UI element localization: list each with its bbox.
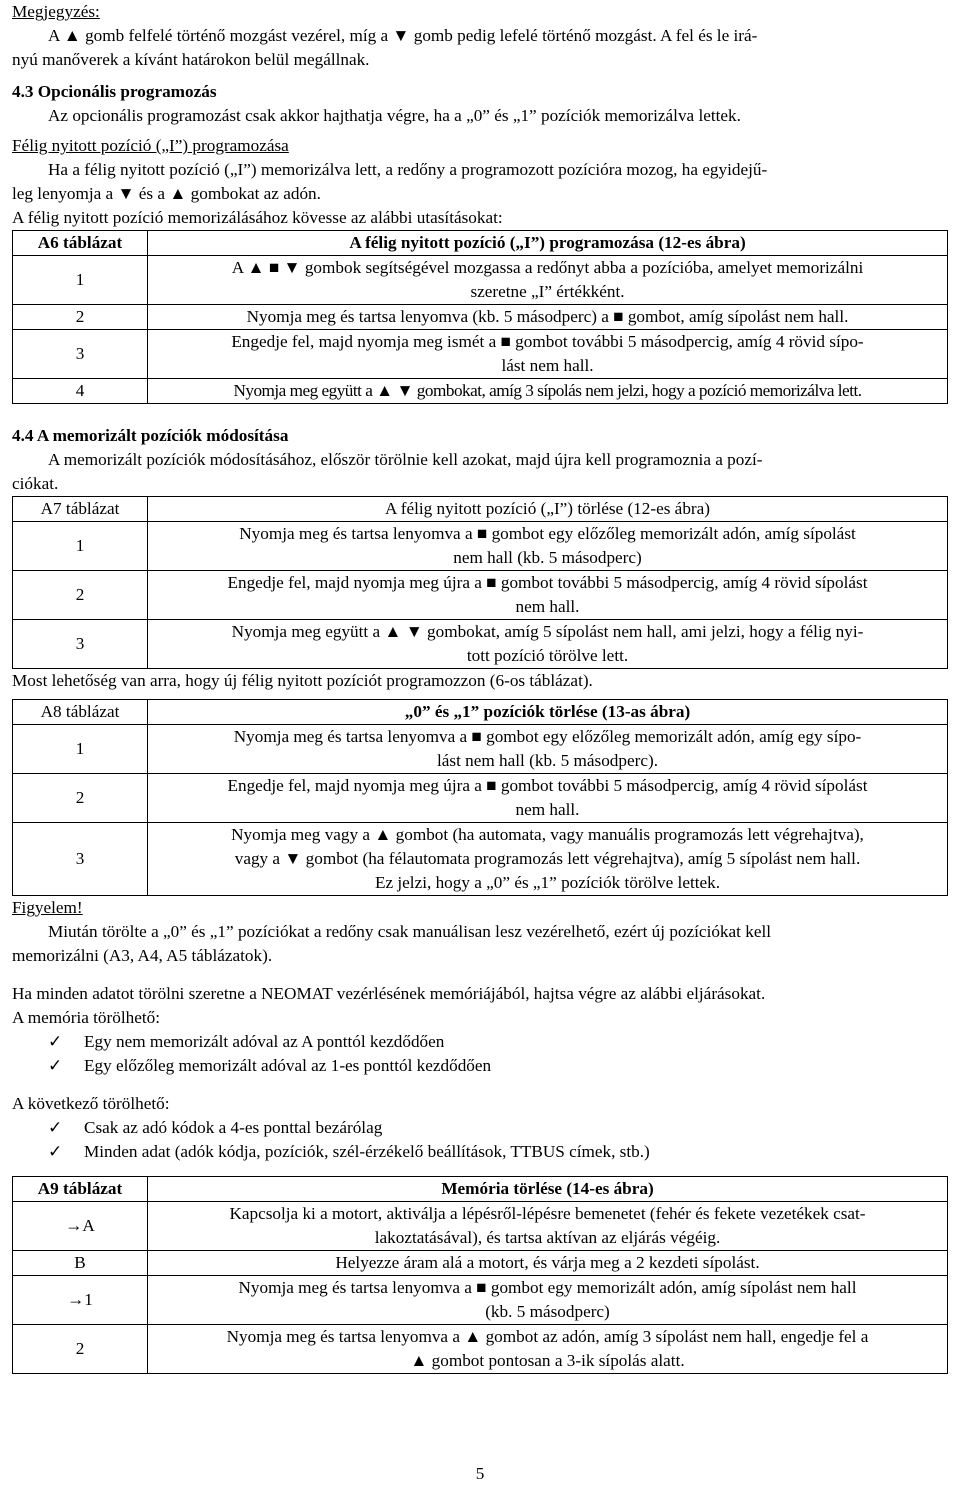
list-item-text: Minden adat (adók kódja, pozíciók, szél-érzékelő beállítások, TTBUS címek, stb.)	[84, 1142, 650, 1161]
step-text	[148, 305, 948, 330]
step-number: 2	[13, 571, 148, 620]
step-number: 3	[13, 823, 148, 896]
half-open-subheading: Félig nyitott pozíció („I”) programozása	[12, 136, 289, 155]
table-row	[13, 330, 948, 379]
list-item-text: Egy előzőleg memorizált adóval az 1-es ponttól kezdődően	[84, 1056, 492, 1075]
step-number: 2	[13, 774, 148, 823]
step-line: Engedje fel, majd nyomja meg újra a ■ gombot további 5 másodpercig, amíg 4 rövid sípolást	[227, 573, 868, 592]
step-line: lakoztatásával), és tartsa aktívan az eljárás végéig.	[374, 1228, 721, 1247]
section-4-3-title: 4.3 Opcionális programozás	[12, 82, 217, 101]
step-line: ▲ gombot pontosan a 3-ik sípolás alatt.	[410, 1351, 685, 1370]
table-row	[13, 379, 948, 404]
step-line: nem hall (kb. 5 másodperc)	[453, 548, 642, 567]
check-icon: ✓	[48, 1056, 63, 1075]
step-line: lást nem hall.	[501, 356, 594, 375]
check-icon: ✓	[48, 1118, 63, 1137]
step-text	[148, 522, 948, 571]
section-4-4-para-line-2: ciókat.	[12, 474, 59, 493]
section-4-3-intro: Az opcionális programozást csak akkor hajthatja végre, ha a „0” és „1” pozíciók memorizálva lettek.	[48, 106, 741, 125]
list-item	[12, 1054, 948, 1078]
table-row	[13, 1202, 948, 1251]
step-text	[148, 774, 948, 823]
table-label: A7 táblázat	[13, 497, 148, 522]
step-line: (kb. 5 másodperc)	[485, 1302, 610, 1321]
list-item-text: Csak az adó kódok a 4-es ponttal bezárólag	[84, 1118, 383, 1137]
step-number: 1	[13, 522, 148, 571]
table-header-row	[13, 231, 948, 256]
list-item	[12, 1116, 948, 1140]
step-text	[148, 620, 948, 669]
table-label: A9 táblázat	[13, 1177, 148, 1202]
table-title: „0” és „1” pozíciók törlése (13-as ábra)	[148, 700, 948, 725]
table-row	[13, 1251, 948, 1276]
page-number: 5	[475, 1464, 485, 1483]
table-row	[13, 823, 948, 896]
step-line: Nyomja meg és tartsa lenyomva a ▲ gombot az adón, amíg 3 sípolást nem hall, engedje fel a	[226, 1327, 869, 1346]
table-row	[13, 522, 948, 571]
step-number: 4	[13, 379, 148, 404]
step-line: Nyomja meg és tartsa lenyomva a ■ gombot egy memorizált adón, amíg sípolást nem hall	[238, 1278, 857, 1297]
table-title: A félig nyitott pozíció („I”) törlése (12-es ábra)	[148, 497, 948, 522]
check-icon: ✓	[48, 1032, 63, 1051]
step-text	[148, 1276, 948, 1325]
step-text	[148, 1325, 948, 1374]
section-4-4-title: 4.4 A memorizált pozíciók módosítása	[12, 426, 289, 445]
step-number: →1	[13, 1276, 148, 1325]
step-line: nem hall.	[515, 597, 580, 616]
section-4-3-follow: A félig nyitott pozíció memorizálásához kövesse az alábbi utasításokat:	[12, 208, 503, 227]
step-number: 2	[13, 305, 148, 330]
table-row	[13, 571, 948, 620]
step-line: Kapcsolja ki a motort, aktiválja a lépésről-lépésre bemenetet (fehér és fekete vezetékek csat-	[229, 1204, 866, 1223]
table-label: A8 táblázat	[13, 700, 148, 725]
list-item	[12, 1140, 948, 1164]
section-4-3-para-line-1: Ha a félig nyitott pozíció („I”) memorizálva lett, a redőny a programozott pozícióra mozog, ha egyidejű-	[48, 160, 768, 179]
step-line: Nyomja meg együtt a ▲ ▼ gombokat, amíg 3 sípolás nem jelzi, hogy a pozíció memorizálva lett.	[233, 381, 862, 400]
table-row	[13, 256, 948, 305]
table-title: Memória törlése (14-es ábra)	[148, 1177, 948, 1202]
table-a7	[12, 496, 948, 669]
step-number: 2	[13, 1325, 148, 1374]
list-item-text: Egy nem memorizált adóval az A ponttól kezdődően	[84, 1032, 445, 1051]
step-line: szeretne „I” értékként.	[470, 282, 625, 301]
note-line-2: nyú manőverek a kívánt határokon belül megállnak.	[12, 50, 370, 69]
step-number: 3	[13, 620, 148, 669]
section-4-3-para-line-2: leg lenyomja a ▼ és a ▲ gombokat az adón.	[12, 184, 321, 203]
step-text	[148, 571, 948, 620]
section-4-4-para-line-1: A memorizált pozíciók módosításához, először törölnie kell azokat, majd újra kell programoznia a pozí-	[48, 450, 763, 469]
table-row	[13, 725, 948, 774]
step-text	[148, 330, 948, 379]
warning-line-1: Miután törölte a „0” és „1” pozíciókat a redőny csak manuálisan lesz vezérelhető, ezért új pozíciókat kell	[48, 922, 771, 941]
note-line-1: A ▲ gomb felfelé történő mozgást vezérel, míg a ▼ gomb pedig lefelé történő mozgást. A fel és le irá-	[48, 26, 758, 45]
step-number: 3	[13, 330, 148, 379]
note-heading: Megjegyzés:	[12, 2, 100, 21]
step-text	[148, 1202, 948, 1251]
erase-intro: Ha minden adatot törölni szeretne a NEOMAT vezérlésének memóriájából, hajtsa végre az alábbi eljárásokat.	[12, 984, 766, 1003]
table-row	[13, 1325, 948, 1374]
step-line: vagy a ▼ gombot (ha félautomata programozás lett végrehajtva), amíg 5 sípolást nem hall.	[234, 849, 861, 868]
step-text	[148, 256, 948, 305]
step-line: Nyomja meg együtt a ▲ ▼ gombokat, amíg 5 sípolást nem hall, ami jelzi, hogy a félig nyi-	[231, 622, 864, 641]
step-number: →A	[13, 1202, 148, 1251]
table-header-row	[13, 700, 948, 725]
step-number: B	[13, 1251, 148, 1276]
table-title: A félig nyitott pozíció („I”) programozása (12-es ábra)	[148, 231, 948, 256]
warning-heading: Figyelem!	[12, 898, 83, 917]
step-line: lást nem hall (kb. 5 másodperc).	[437, 751, 658, 770]
step-line: Nyomja meg és tartsa lenyomva a ■ gombot egy előzőleg memorizált adón, amíg sípolást	[239, 524, 856, 543]
next-erasable-heading: A következő törölhető:	[12, 1094, 170, 1113]
step-text	[148, 823, 948, 896]
document-page	[12, 0, 948, 1374]
table-row	[13, 305, 948, 330]
step-line: Engedje fel, majd nyomja meg ismét a ■ gombot további 5 másodpercig, amíg 4 rövid sípo-	[231, 332, 864, 351]
step-line: tott pozíció törölve lett.	[466, 646, 629, 665]
warning-line-2: memorizálni (A3, A4, A5 táblázatok).	[12, 946, 273, 965]
step-line: nem hall.	[515, 800, 580, 819]
step-line: A ▲ ■ ▼ gombok segítségével mozgassa a redőnyt abba a pozícióba, amelyet memorizálni	[231, 258, 864, 277]
memory-erasable-heading: A memória törölhető:	[12, 1008, 160, 1027]
table-header-row	[13, 497, 948, 522]
table-label: A6 táblázat	[13, 231, 148, 256]
step-text	[148, 725, 948, 774]
table-row	[13, 774, 948, 823]
step-line: Helyezze áram alá a motort, és várja meg a 2 kezdeti sípolást.	[335, 1253, 760, 1272]
step-number: 1	[13, 256, 148, 305]
table-a9	[12, 1176, 948, 1374]
list-item	[12, 1030, 948, 1054]
table-header-row	[13, 1177, 948, 1202]
step-line: Engedje fel, majd nyomja meg újra a ■ gombot további 5 másodpercig, amíg 4 rövid sípolást	[227, 776, 868, 795]
table-a8	[12, 699, 948, 896]
step-line: Nyomja meg és tartsa lenyomva (kb. 5 másodperc) a ■ gombot, amíg sípolást nem hall.	[246, 307, 849, 326]
step-text	[148, 379, 948, 404]
step-line: Nyomja meg és tartsa lenyomva a ■ gombot egy előzőleg memorizált adón, amíg egy sípo-	[233, 727, 862, 746]
step-line: Ez jelzi, hogy a „0” és „1” pozíciók törölve lettek.	[374, 873, 721, 892]
step-number: 1	[13, 725, 148, 774]
check-icon: ✓	[48, 1142, 63, 1161]
table-row	[13, 1276, 948, 1325]
table-a6	[12, 230, 948, 404]
step-text	[148, 1251, 948, 1276]
after-a7-note: Most lehetőség van arra, hogy új félig nyitott pozíciót programozzon (6-os táblázat).	[12, 671, 593, 690]
table-row	[13, 620, 948, 669]
step-line: Nyomja meg vagy a ▲ gombot (ha automata, vagy manuális programozás lett végrehajtva),	[231, 825, 864, 844]
